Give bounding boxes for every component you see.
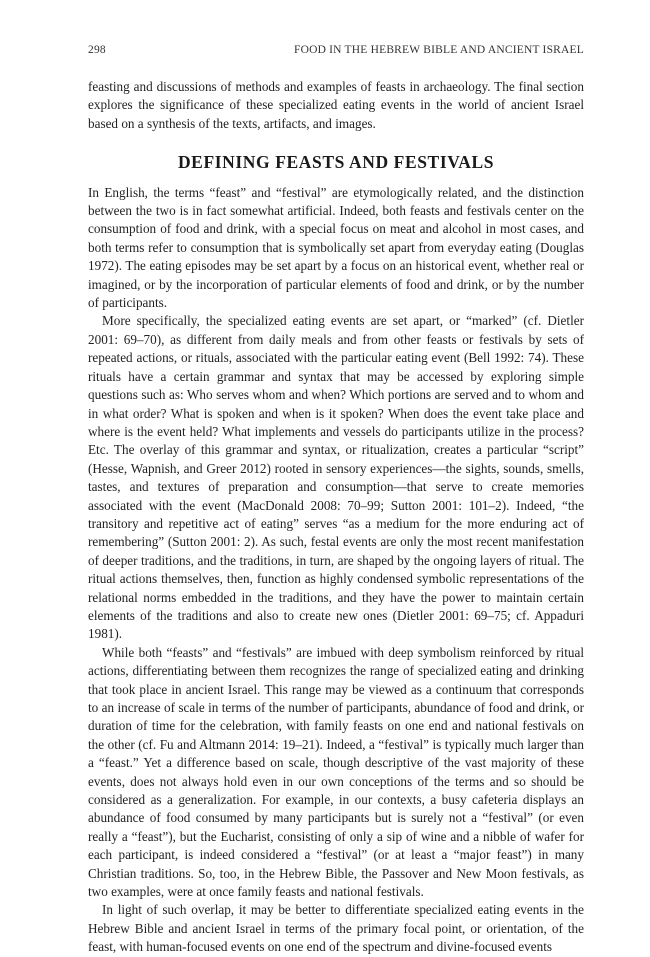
paragraph-marked-events: More specifically, the specialized eating events are set apart, or “marked” (cf. Dietler 2001: 69–70), as different from daily meals and from other feasts or festivals by sets of repeated actions, or rituals, associated with the particular eating event (Bell 1992: 74). These rituals have a certain grammar and syntax that may be accessed by exploring simple questions such as: Who serves whom and when? Which portions are served and to whom and in what order? What is spoken and when is it spoken? When does the event take place and where is the event held? What implements and vessels do participants utilize in the process? Etc. The overlay of this grammar and syntax, or ritualization, creates a particular “script” (Hesse, Wapnish, and Greer 2012) rooted in sensory experiences—the sights, sounds, smells, tastes, and textures of preparation and consumption—that serve to create memories associated with the event (MacDonald 2008: 70–99; Sutton 2001: 101–2). Indeed, “the transitory and repetitive act of eating” serves “as a medium for the more enduring act of remembering” (Sutton 2001: 2). As such, festal events are only the most recent manifestation of deeper traditions, and the traditions, in turn, are shaped by the ongoing layers of ritual. The ritual actions themselves, then, function as highly condensed symbolic representations of the relational norms embedded in the traditions, and they have the power to maintain certain elements of the traditions and also to create new ones (Dietler 2001: 69–75; cf. Appaduri 1981).: [88, 313, 584, 642]
section-heading: DEFINING FEASTS AND FESTIVALS: [177, 152, 495, 173]
paragraph-focal-point: In light of such overlap, it may be better to differentiate specialized eating events in the Hebrew Bible and ancient Israel in terms of the primary focal point, or orientation, of the feast, with human-focused events on one end of the spectrum and divine-focused events: [88, 902, 584, 955]
paragraph-scale-continuum: While both “feasts” and “festivals” are imbued with deep symbolism reinforced by ritual actions, differentiating between them recognizes the range of specialized eating and drinking that took place in ancient Israel. This range may be viewed as a continuum that corresponds to an increase of scale in terms of the number of participants, abundance of food and drink, or duration of time for the celebration, with family feasts on one end and national festivals on the other (cf. Fu and Altmann 2014: 19–21). Indeed, a “festival” is typically much larger than a “feast.” Yet a difference based on scale, though descriptive of the vast majority of these events, does not always hold even in our own conceptions of the terms and so should be considered as a generalization. For example, in our contexts, a busy cafeteria displays an abundance of food consumed by many participants but is surely not a “festival” (or even really a “feast”), but the Eucharist, consisting of only a sip of wine and a nibble of wafer for each participant, is indeed considered a “festival” (or at least a “major feast”) in many Christian traditions. So, too, in the Hebrew Bible, the Passover and New Moon festivals, as two examples, were at once family feasts and national festivals.: [88, 644, 584, 900]
body-text: [88, 78, 584, 957]
running-head: [88, 44, 584, 56]
paragraph-feast-festival-terms: In English, the terms “feast” and “festival” are etymologically related, and the distinction between the two is in fact somewhat artificial. Indeed, both feasts and festivals center on the consumption of food and drink, with a special focus on meat and alcohol in most cases, and both terms refer to consumption that is symbolically set apart from everyday eating (Douglas 1972). The eating episodes may be set apart by a focus on an historical event, whether real or imagined, or by the incorporation of particular elements of food and drink, or by the number of participants.: [88, 184, 584, 311]
intro-paragraph: feasting and discussions of methods and examples of feasts in archaeology. The final section explores the significance of these specialized eating events in the world of ancient Israel based on a synthesis of the texts, artifacts, and images.: [88, 79, 584, 131]
page-number: 298: [88, 44, 106, 56]
running-title: FOOD IN THE HEBREW BIBLE AND ANCIENT ISRAEL: [293, 44, 584, 56]
